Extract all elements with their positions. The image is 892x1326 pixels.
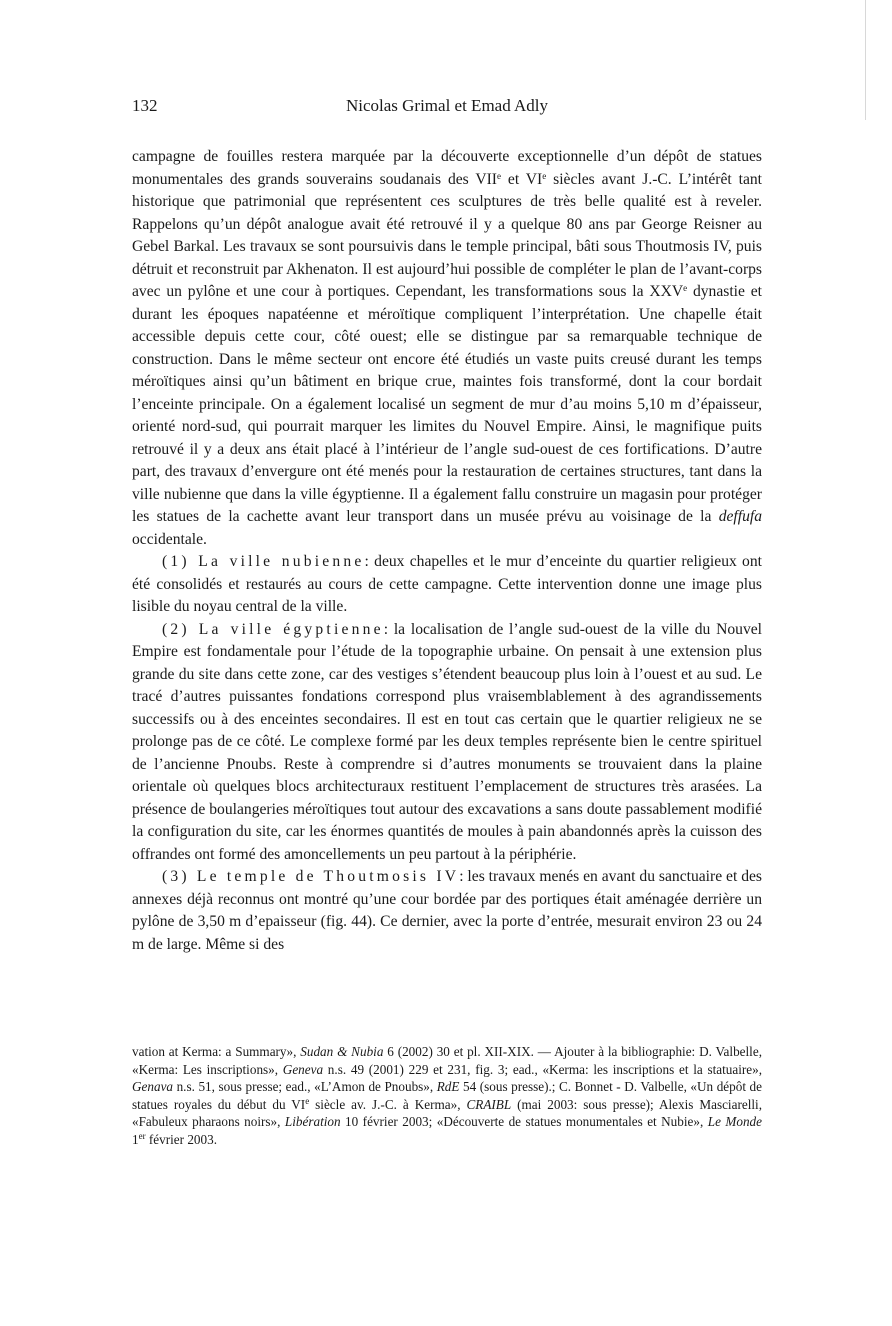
text-run: février 2003. — [145, 1131, 217, 1147]
text-run: 10 février 2003; «Découverte de statues monumentales et Nubie», — [340, 1114, 708, 1130]
text-run: n.s. 51, sous presse; ead., «L’Amon de Pnoubs», — [173, 1079, 437, 1095]
superscript: e — [542, 170, 547, 181]
section-lead: (3) Le temple de Thoutmosis IV — [162, 868, 460, 885]
text-run: : la localisation de l’angle sud-ouest de la ville du Nouvel Empire est fondamentale pour l’étude de la topographie urbaine. On pensait à une extension plus grande du site dans cette zone, car des vestiges s’étendent beaucoup plus loin à l’ouest et au sud. Le tracé d’autres puissantes fondations correspond plus vraisemblablement à des agrandissements successifs ou à des enceintes secondaires. Il est en tout cas certain que le quartier religieux ne se prolonge pas de ce côté. Le complexe formé par les deux temples représente bien le centre spirituel de l’ancienne Pnoubs. Reste à comprendre si d’autres monuments se trouvaient dans la plaine orientale où quelques blocs architecturaux restituent l’emplacement de structures très arasées. La présence de boulangeries méroïtiques tout autour des excavations a sans doute passablement modifié la configuration du site, car les énormes quantités de moules à pain abandonnés après la cuisson des offrandes ont formé des amoncellements un peu partout à la périphérie. — [132, 620, 762, 863]
text-run: campagne de fouilles restera marquée par la découverte exceptionnelle d’un dépôt de statues monumentales des grands souverains soudanais des VII — [132, 148, 762, 188]
paragraph-ville-egyptienne — [132, 619, 762, 867]
italic-title: RdE — [436, 1079, 460, 1095]
text-run: : deux chapelles et le mur d’enceinte du quartier religieux ont été consolidés et restaurés au cours de cette campagne. Cette intervention donne une image plus lisible du noyau central de la ville. — [132, 553, 762, 615]
italic-title: Libération — [284, 1114, 341, 1130]
superscript: er — [138, 1130, 146, 1141]
text-run: siècles avant J.-C. L’intérêt tant historique que patrimonial que représentent ces sculptures de très belle qualité est à reveler. Rappelons qu’un dépôt analogue avait été retrouvé il y a quelque 80 ans par George Reisner au Gebel Barkal. Les travaux se sont poursuivis dans le temple principal, bâti sous Thoutmosis IV, puis détruit et reconstruit par Akhenaton. Il est aujourd’hui possible de compléter le plan de l’avant-corps avec un pylône et une cour à portiques. Cependant, les transformations sous la XXV — [132, 170, 762, 300]
italic-title: Le Monde — [707, 1114, 762, 1130]
footnote — [132, 1043, 762, 1149]
page-edge-line — [865, 0, 866, 120]
footnote-text — [132, 1043, 762, 1149]
text-run: vation at Kerma: a Summary», — [132, 1044, 301, 1059]
text-run: 6 (2002) 30 et pl. XII-XIX. — Ajouter à la bibliographie: D. Valbelle, «Kerma: Les inscriptions», — [132, 1044, 762, 1077]
page-number: 132 — [132, 96, 158, 115]
section-lead: (2) La ville égyptienne — [162, 620, 384, 638]
superscript: e — [683, 283, 688, 293]
text-run: 1 — [132, 1131, 139, 1147]
page-header — [132, 96, 762, 120]
italic-title: CRAIBL — [466, 1096, 512, 1112]
text-run: 54 (sous presse).; C. Bonnet - D. Valbelle, «Un dépôt de statues royales du début du VI — [132, 1079, 762, 1112]
paragraph-intro — [132, 146, 762, 551]
superscript: e — [305, 1095, 310, 1106]
text-run: (mai 2003: sous presse); Alexis Masciarelli, «Fabuleux pharaons noirs», — [132, 1096, 762, 1130]
text-run: et VI — [501, 170, 543, 188]
superscript: e — [497, 170, 502, 181]
text-run: : les travaux menés en avant du sanctuaire et des annexes déjà reconnus ont montré qu’une cour bordée par des portiques était aménagée derrière un pylône de 3,50 m d’epaisseur (fig. 44). Ce dernier, avec la porte d’entrée, mesurait environ 23 ou 24 m de large. Même si des — [132, 868, 763, 953]
paragraph-ville-nubienne — [132, 551, 762, 619]
text-run: occidentale. — [132, 530, 207, 548]
text-run: dynastie et durant les époques napatéenne et méroïtique compliquent l’interprétation. Une chapelle était accessible depuis cette cour, côté ouest; elle se distingue par sa remarquable technique de construction. Dans le même secteur ont encore été étudiés un vaste puits creusé durant les temps méroïtiques ainsi qu’un bâtiment en brique crue, maintes fois transformé, dont la cour bordait l’enceinte principale. On a également localisé un segment de mur d’au moins 5,10 m d’épaisseur, orienté nord-sud, qui pourrait marquer les limites du Nouvel Empire. Ainsi, le magnifique puits retrouvé il y a deux ans était placé à l’intérieur de l’angle sud-ouest de ces fortifications. D’autre part, des travaux d’envergure ont été menés pour la restauration de certaines structures, tant dans la ville nubienne que dans la ville égyptienne. Il a également fallu construire un magasin pour protéger les statues de la cachette avant leur transport dans un musée prévu au voisinage de la — [132, 283, 762, 525]
body-text — [132, 146, 762, 956]
paragraph-temple-thoutmosis — [132, 866, 762, 956]
italic-term: deffufa — [718, 508, 762, 525]
section-lead: (1) La ville nubienne — [162, 553, 365, 570]
text-run: n.s. 49 (2001) 229 et 231, fig. 3; ead., «Kerma: les inscriptions et la statuaire», — [323, 1061, 763, 1077]
running-head: Nicolas Grimal et Emad Adly — [345, 96, 549, 115]
text-run: siècle av. J.-C. à Kerma», — [309, 1096, 467, 1112]
italic-title: Sudan & Nubia — [300, 1044, 384, 1059]
italic-title: Genava — [132, 1079, 174, 1095]
italic-title: Geneva — [282, 1061, 324, 1077]
